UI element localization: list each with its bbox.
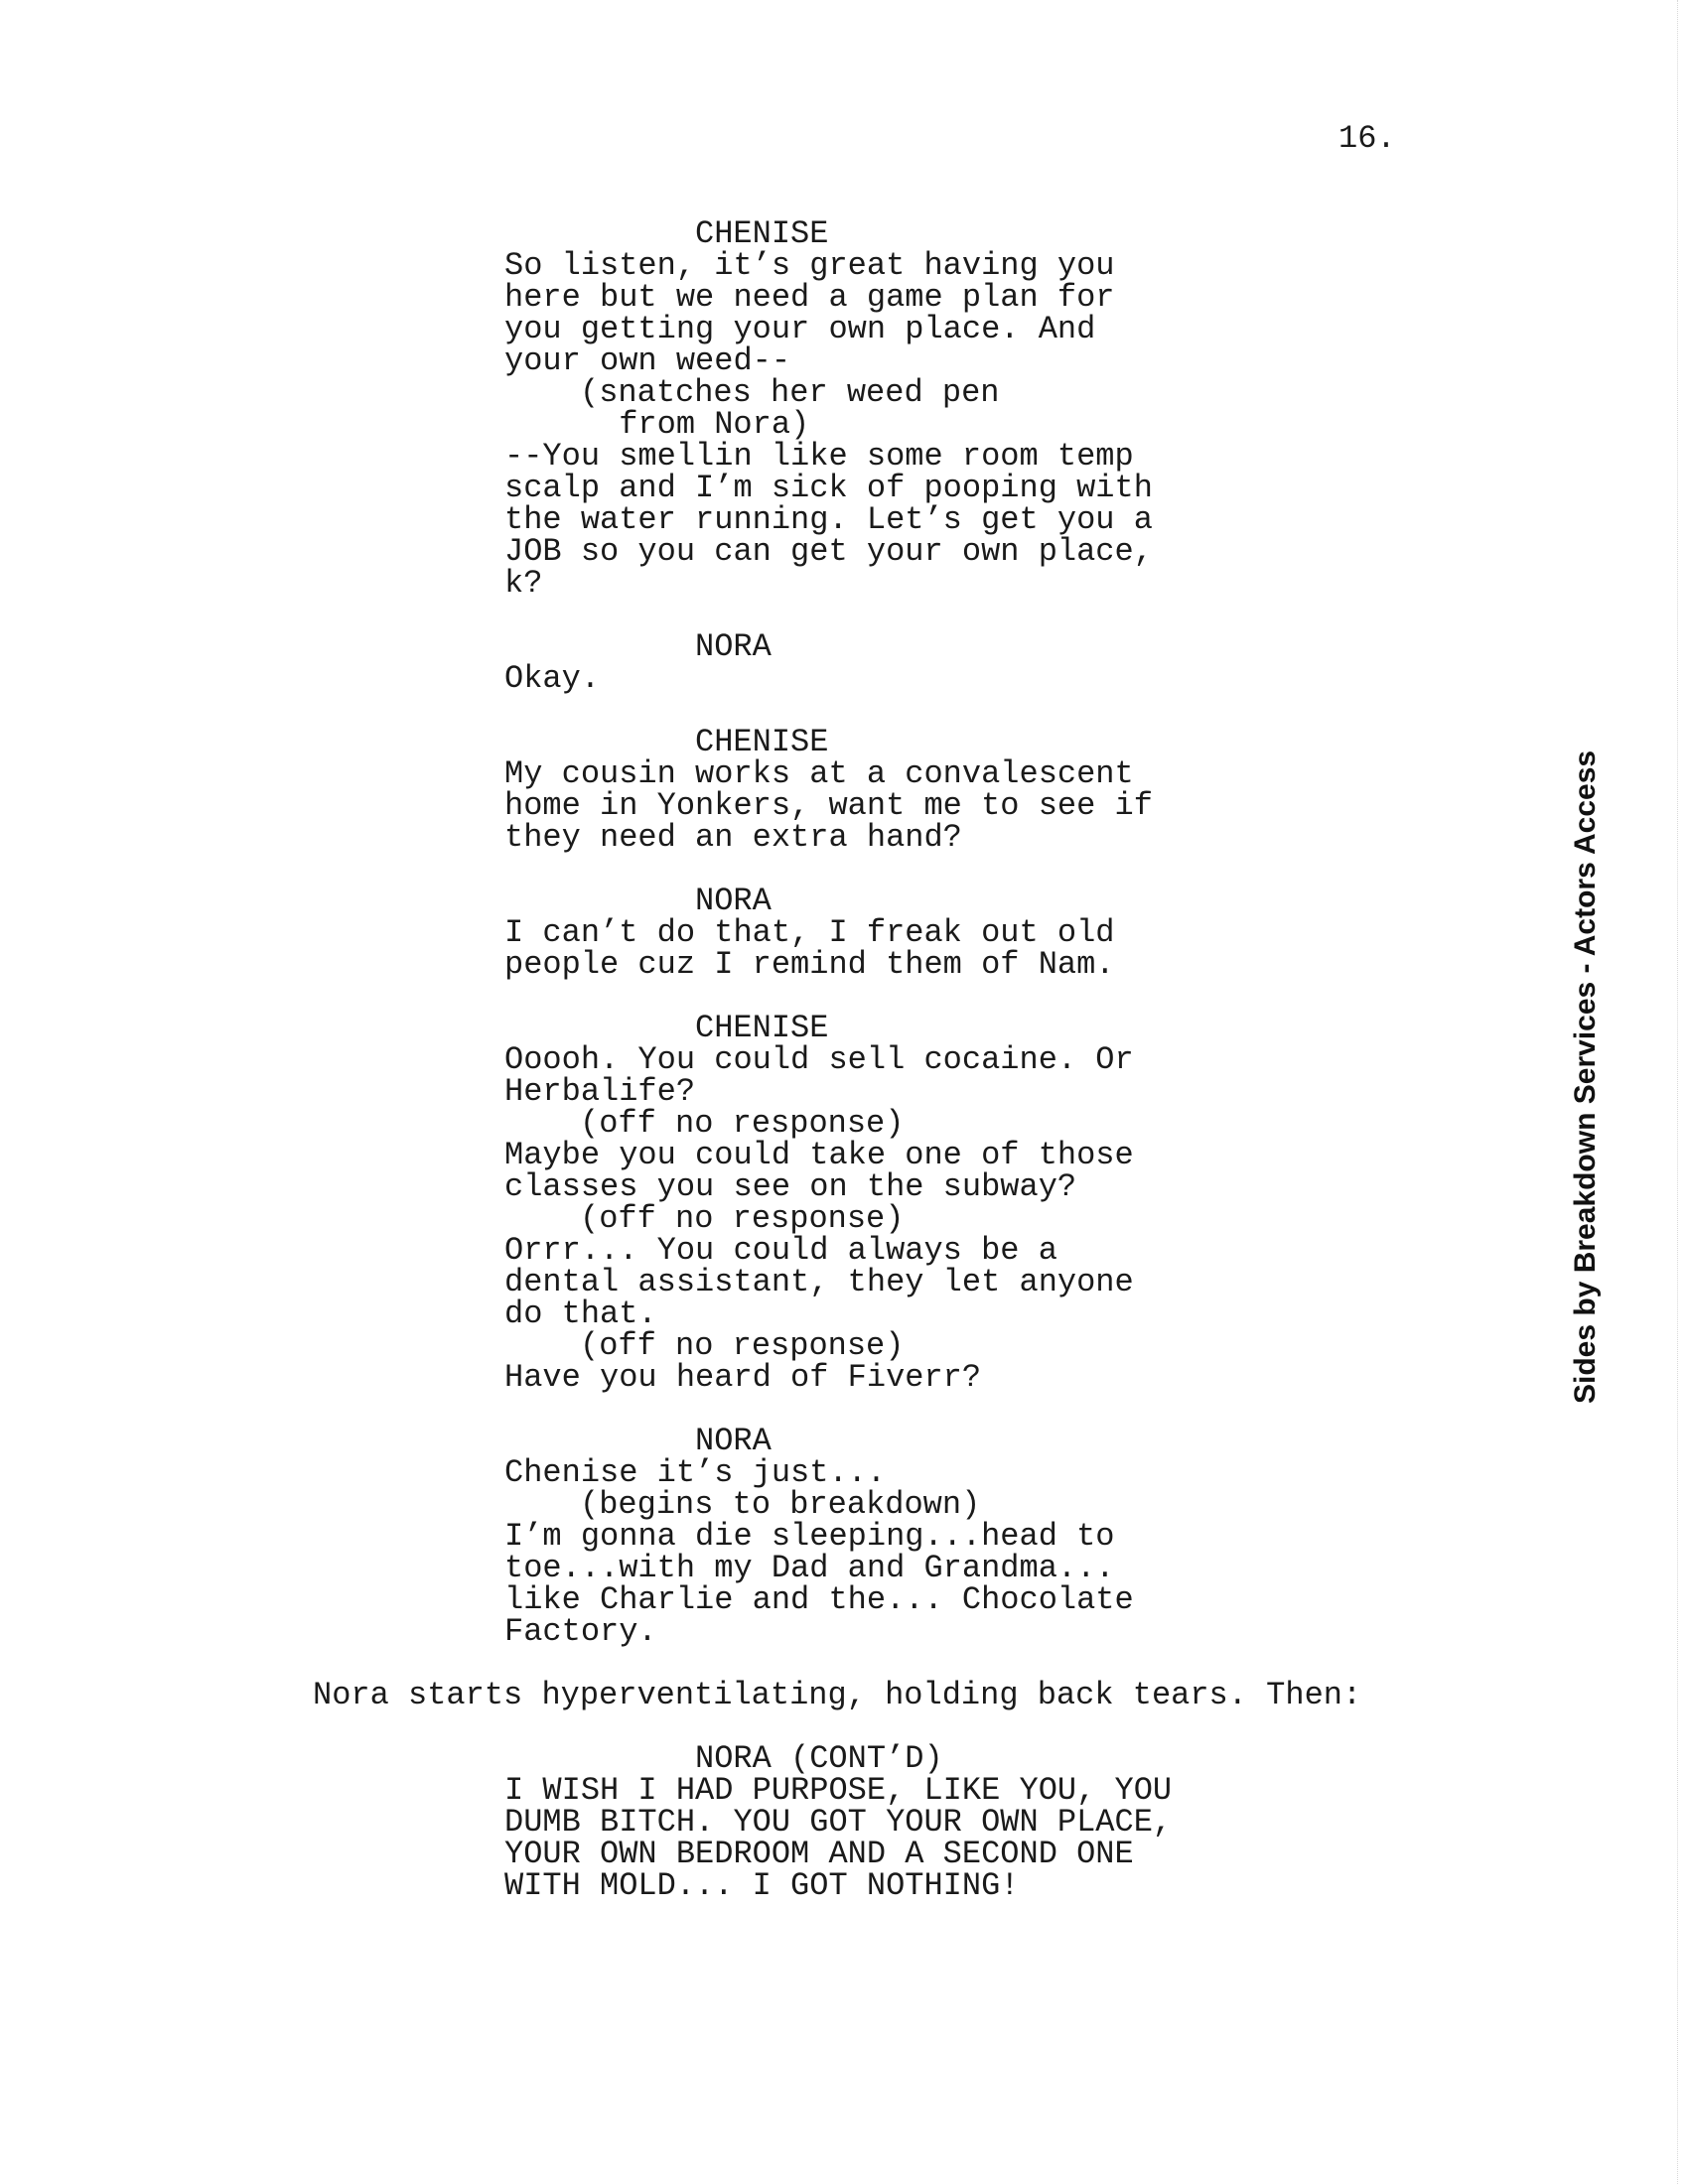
character-name: NORA xyxy=(695,1423,772,1459)
dialogue-line: I’m gonna die sleeping...head to xyxy=(504,1518,1115,1555)
dialogue-line: they need an extra hand? xyxy=(504,819,962,856)
dialogue-line: YOUR OWN BEDROOM AND A SECOND ONE xyxy=(504,1836,1134,1872)
script-dialogue-block xyxy=(0,1232,1390,1332)
character-name: CHENISE xyxy=(695,215,829,252)
script-dialogue-block xyxy=(0,660,1390,697)
dialogue-line: like Charlie and the... Chocolate xyxy=(504,1581,1134,1618)
dialogue-line: home in Yonkers, want me to see if xyxy=(504,787,1153,824)
dialogue-line: your own weed-- xyxy=(504,342,791,379)
parenthetical-line: (snatches her weed pen xyxy=(580,374,1000,411)
character-name: CHENISE xyxy=(695,724,829,760)
parenthetical-line: (off no response) xyxy=(580,1200,905,1237)
script-dialogue-block xyxy=(0,438,1390,602)
character-name: CHENISE xyxy=(695,1010,829,1046)
dialogue-line: toe...with my Dad and Grandma... xyxy=(504,1550,1115,1586)
script-dialogue-block xyxy=(0,1359,1390,1396)
script-character-block xyxy=(0,883,1390,919)
parenthetical-line: from Nora) xyxy=(600,406,810,443)
page-edge-marks xyxy=(1675,0,1678,2184)
dialogue-line: Chenise it’s just... xyxy=(504,1454,887,1491)
parenthetical-line: (off no response) xyxy=(580,1327,905,1364)
script-paren-block xyxy=(0,1105,1390,1142)
script-paren-block xyxy=(0,1327,1390,1364)
dialogue-line: you getting your own place. And xyxy=(504,311,1096,347)
script-dialogue-block xyxy=(0,1518,1390,1650)
script-dialogue-block xyxy=(0,247,1390,379)
dialogue-line: DUMB BITCH. YOU GOT YOUR OWN PLACE, xyxy=(504,1804,1173,1841)
action-line: Nora starts hyperventilating, holding back tears. Then: xyxy=(313,1677,1362,1713)
script-character-block xyxy=(0,1740,1390,1777)
script-character-block xyxy=(0,724,1390,760)
watermark-text: Sides by Breakdown Services - Actors Access xyxy=(1569,750,1602,1404)
dialogue-line: I can’t do that, I freak out old xyxy=(504,914,1115,951)
script-dialogue-block xyxy=(0,1041,1390,1110)
script-paren-block xyxy=(0,1486,1390,1523)
dialogue-line: Herbalife? xyxy=(504,1073,696,1110)
character-name: NORA xyxy=(695,883,772,919)
script-dialogue-block xyxy=(0,755,1390,856)
dialogue-line: Have you heard of Fiverr? xyxy=(504,1359,982,1396)
script-dialogue-block xyxy=(0,914,1390,983)
dialogue-line: k? xyxy=(504,565,543,602)
dialogue-line: So listen, it’s great having you xyxy=(504,247,1115,284)
page-number: 16. xyxy=(1338,120,1396,157)
script-dialogue-block xyxy=(0,1772,1390,1904)
script-body xyxy=(0,215,1390,1934)
script-paren-block xyxy=(0,374,1390,443)
parenthetical-line: (off no response) xyxy=(580,1105,905,1142)
dialogue-line: people cuz I remind them of Nam. xyxy=(504,946,1115,983)
script-character-block xyxy=(0,1010,1390,1046)
dialogue-line: Okay. xyxy=(504,660,601,697)
script-paren-block xyxy=(0,1200,1390,1237)
dialogue-line: Orrr... You could always be a xyxy=(504,1232,1057,1269)
dialogue-line: Ooooh. You could sell cocaine. Or xyxy=(504,1041,1134,1078)
script-character-block xyxy=(0,1423,1390,1459)
dialogue-line: scalp and I’m sick of pooping with xyxy=(504,470,1153,506)
dialogue-line: the water running. Let’s get you a xyxy=(504,501,1153,538)
dialogue-line: here but we need a game plan for xyxy=(504,279,1115,316)
script-dialogue-block xyxy=(0,1137,1390,1205)
dialogue-line: I WISH I HAD PURPOSE, LIKE YOU, YOU xyxy=(504,1772,1173,1809)
dialogue-line: JOB so you can get your own place, xyxy=(504,533,1153,570)
dialogue-line: classes you see on the subway? xyxy=(504,1168,1077,1205)
dialogue-line: My cousin works at a convalescent xyxy=(504,755,1134,792)
script-character-block xyxy=(0,215,1390,252)
dialogue-line: Maybe you could take one of those xyxy=(504,1137,1134,1173)
dialogue-line: WITH MOLD... I GOT NOTHING! xyxy=(504,1867,1020,1904)
parenthetical-line: (begins to breakdown) xyxy=(580,1486,981,1523)
dialogue-line: do that. xyxy=(504,1296,657,1332)
dialogue-line: dental assistant, they let anyone xyxy=(504,1264,1134,1300)
dialogue-line: Factory. xyxy=(504,1613,657,1650)
script-dialogue-block xyxy=(0,1454,1390,1491)
character-name: NORA (CONT’D) xyxy=(695,1740,943,1777)
dialogue-line: --You smellin like some room temp xyxy=(504,438,1134,475)
character-name: NORA xyxy=(695,628,772,665)
script-character-block xyxy=(0,628,1390,665)
script-action-block xyxy=(0,1677,1390,1713)
